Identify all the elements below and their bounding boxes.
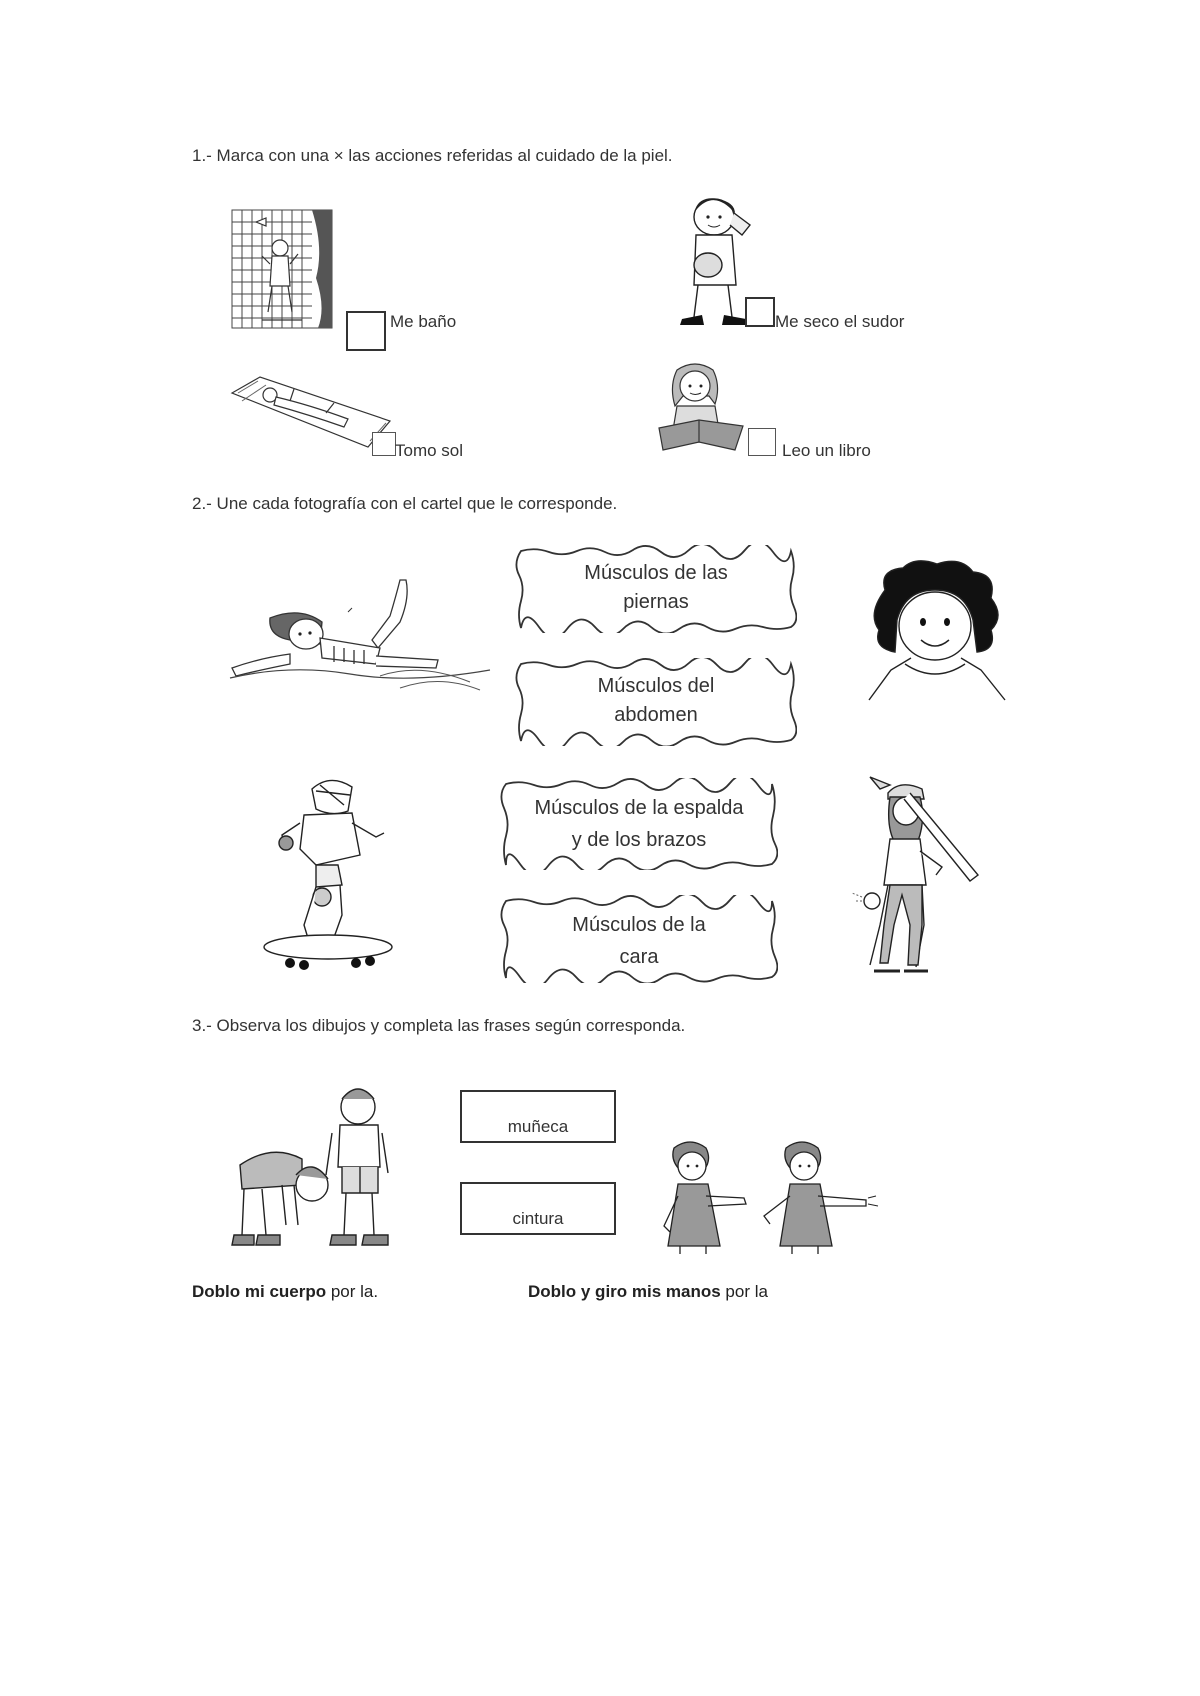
sentence-cuerpo-rest: por la. (326, 1282, 379, 1301)
label-abdomen-line2: abdomen (614, 704, 698, 726)
word-box-muneca[interactable] (460, 1090, 616, 1143)
label-box-espalda-brazos[interactable] (500, 778, 778, 870)
label-me-seco-el-sudor: Me seco el sudor (775, 312, 905, 331)
sentence-manos-bold: Doblo y giro mis manos (528, 1282, 721, 1301)
label-box-piernas[interactable] (515, 545, 797, 633)
label-cara-line2: cara (619, 946, 659, 968)
checkbox-me-bano[interactable] (346, 311, 386, 351)
checkbox-tomo-sol[interactable] (372, 432, 396, 456)
sentence-cuerpo (192, 1282, 378, 1302)
label-espalda-line1: Músculos de la espalda (534, 797, 744, 819)
label-cara-line1: Músculos de la (572, 914, 706, 936)
word-box-cintura[interactable] (460, 1182, 616, 1235)
section3-heading: 3.- Observa los dibujos y completa las frases según corresponda. (192, 1016, 686, 1035)
label-piernas-line2: piernas (623, 591, 689, 613)
sentence-manos-rest: por la (720, 1282, 768, 1301)
girl-reading-illustration (655, 362, 750, 455)
label-tomo-sol: Tomo sol (395, 441, 464, 460)
label-me-bano: Me baño (390, 312, 457, 331)
bending-kids-illustration (232, 1085, 397, 1255)
checkbox-me-seco-el-sudor[interactable] (745, 297, 775, 327)
skateboarder-illustration (260, 775, 396, 975)
smiling-girl-illustration (865, 560, 1007, 705)
label-leo-un-libro: Leo un libro (782, 441, 871, 460)
girls-hands-illustration (660, 1140, 888, 1258)
label-box-cara[interactable] (500, 895, 778, 983)
section2-heading: 2.- Une cada fotografía con el cartel que le corresponde. (192, 494, 618, 513)
label-box-abdomen[interactable] (515, 658, 797, 746)
label-abdomen-line1: Músculos del (597, 675, 715, 697)
sentence-manos (528, 1282, 768, 1302)
section1-heading: 1.- Marca con una × las acciones referidas al cuidado de la piel. (192, 146, 673, 165)
sentence-cuerpo-bold: Doblo mi cuerpo (192, 1282, 327, 1301)
label-piernas-line1: Músculos de las (584, 562, 728, 584)
word-muneca: muñeca (507, 1117, 569, 1136)
checkbox-leo-un-libro[interactable] (748, 428, 776, 456)
swimmer-illustration (230, 578, 492, 700)
word-cintura: cintura (512, 1209, 564, 1228)
label-espalda-line2: y de los brazos (571, 829, 707, 851)
baseball-girl-illustration (860, 775, 982, 980)
shower-illustration (232, 208, 337, 330)
